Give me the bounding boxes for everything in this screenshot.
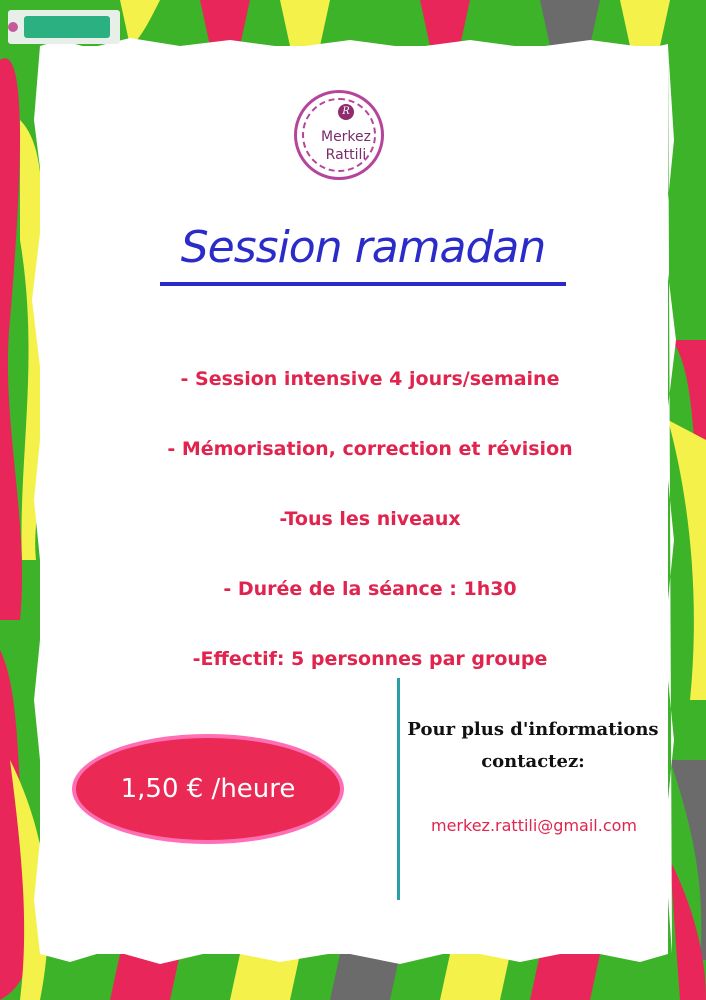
title-underline xyxy=(160,282,566,286)
contact-line-2: contactez: xyxy=(481,751,585,772)
corner-blob xyxy=(24,16,110,38)
vertical-divider xyxy=(397,678,400,900)
price-badge xyxy=(72,734,344,844)
logo-line-2: Rattili xyxy=(325,147,367,163)
price-text: 1,50 € /heure xyxy=(120,774,296,804)
corner-tag xyxy=(8,10,120,44)
feature-item-3: -Tous les niveaux xyxy=(279,508,461,530)
logo-line-1: Merkez xyxy=(320,129,372,145)
merkez-rattili-logo xyxy=(294,90,384,180)
contact-email[interactable]: merkez.rattili@gmail.com xyxy=(431,816,637,835)
contact-heading xyxy=(402,714,664,778)
corner-dot xyxy=(8,22,18,32)
logo-inner-ring xyxy=(302,98,376,172)
feature-item-1: - Session intensive 4 jours/semaine xyxy=(180,368,560,390)
page-title: Session ramadan xyxy=(180,222,546,273)
contact-line-1: Pour plus d'informations xyxy=(407,719,659,740)
feature-item-4: - Durée de la séance : 1h30 xyxy=(223,578,517,600)
feature-item-2: - Mémorisation, correction et révision xyxy=(167,438,573,460)
feature-item-5: -Effectif: 5 personnes par groupe xyxy=(192,648,548,670)
logo-text xyxy=(304,128,388,164)
logo-badge: R xyxy=(338,104,354,120)
